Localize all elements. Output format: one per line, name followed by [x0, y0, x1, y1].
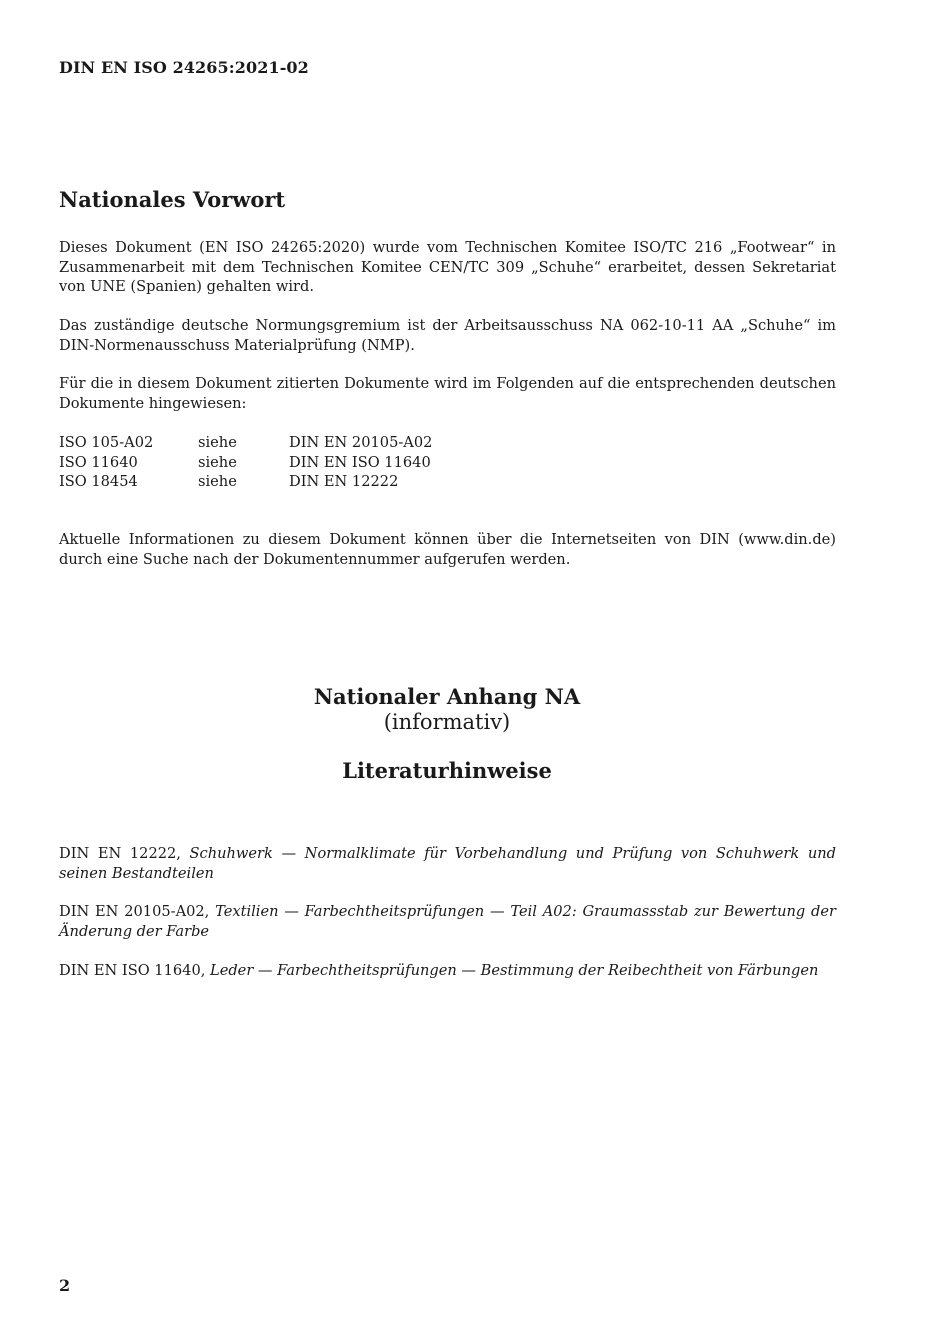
iso-reference: ISO 18454	[59, 473, 138, 491]
reference-row	[59, 433, 432, 453]
din-reference: DIN EN 20105-A02	[289, 434, 433, 451]
siehe-label: siehe	[198, 434, 237, 451]
literature-entry-number: DIN EN 20105-A02,	[59, 903, 210, 920]
siehe-label: siehe	[198, 473, 237, 491]
reference-row	[59, 453, 432, 473]
literature-entry	[59, 844, 836, 883]
literature-entry-title: Leder — Farbechtheitsprüfungen — Bestimmung der Reibechtheit von Färbungen	[210, 962, 819, 979]
vorwort-paragraph-2: Das zuständige deutsche Normungsgremium ist der Arbeitsausschuss NA 062-10-11 AA „Schuhe“ im DIN-Normenausschuss Materialprüfung (NMP).	[59, 317, 836, 354]
vorwort-paragraph-1: Dieses Dokument (EN ISO 24265:2020) wurde vom Technischen Komitee ISO/TC 216 „Footwear“ in Zusammenarbeit mit dem Technischen Komitee CEN/TC 309 „Schuhe“ erarbeitet, dessen Sekretariat von UNE (Spanien) gehalten wird.	[59, 239, 836, 296]
din-reference: DIN EN ISO 11640	[289, 453, 431, 471]
nationaler-anhang-title: Nationaler Anhang NA	[313, 684, 581, 709]
iso-reference: ISO 105-A02	[59, 434, 154, 451]
literature-entry-title: Schuhwerk — Normalklimate für Vorbehandlung und Prüfung von Schuhwerk und seinen Bestandteilen	[59, 845, 836, 882]
nationales-vorwort-title: Nationales Vorwort	[59, 187, 286, 212]
iso-reference: ISO 11640	[59, 453, 138, 471]
literature-entry-title: Textilien — Farbechtheitsprüfungen — Teil A02: Graumassstab zur Bewertung der Änderung der Farbe	[59, 903, 836, 940]
vorwort-paragraph-3: Für die in diesem Dokument zitierten Dokumente wird im Folgenden auf die entsprechenden deutschen Dokumente hingewiesen:	[59, 375, 836, 412]
literature-entry-number: DIN EN 12222,	[59, 845, 181, 862]
page-number: 2	[59, 1276, 71, 1295]
reference-row	[59, 472, 432, 492]
document-id-header: DIN EN ISO 24265:2021-02	[59, 58, 309, 77]
informativ-subtitle: (informativ)	[383, 710, 511, 734]
literature-entry	[59, 961, 836, 981]
reference-table	[59, 433, 432, 492]
siehe-label: siehe	[198, 453, 237, 471]
din-reference: DIN EN 12222	[289, 473, 399, 491]
literaturhinweise-heading: Literaturhinweise	[342, 758, 552, 783]
vorwort-paragraph-4: Aktuelle Informationen zu diesem Dokument können über die Internetseiten von DIN (www.din.de) durch eine Suche nach der Dokumentennummer aufgerufen werden.	[59, 531, 836, 568]
literature-entry-number: DIN EN ISO 11640,	[59, 962, 206, 979]
literature-entry	[59, 902, 836, 941]
